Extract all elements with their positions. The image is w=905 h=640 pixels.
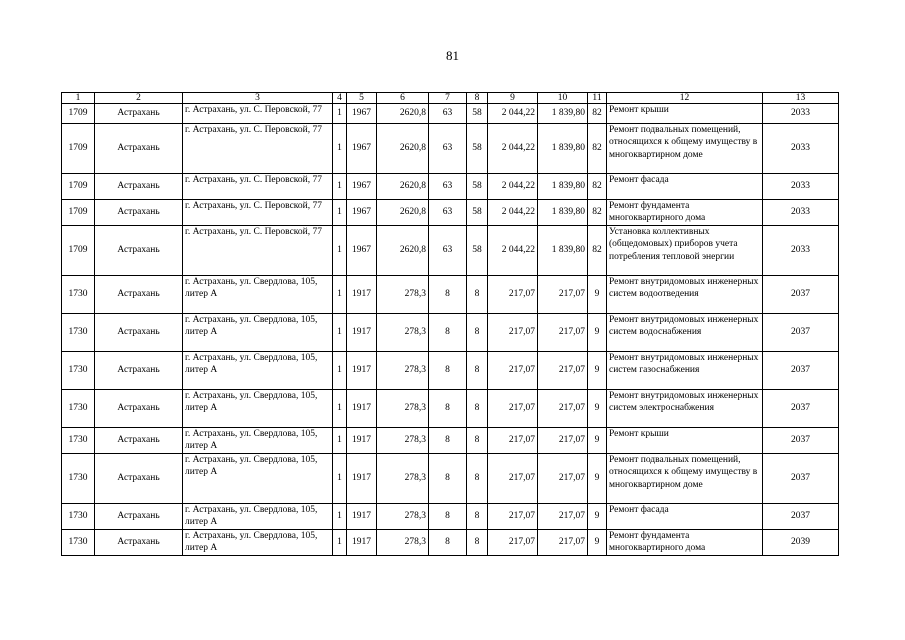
cell-col10: 217,07 [538, 276, 588, 314]
cell-plan-year: 2033 [763, 104, 839, 124]
table-row [62, 352, 839, 390]
cell-col9: 2 044,22 [488, 124, 538, 174]
cell-city: Астрахань [95, 200, 183, 226]
column-header: 4 [333, 93, 347, 104]
cell-city: Астрахань [95, 504, 183, 530]
cell-col7: 63 [429, 124, 467, 174]
cell-area: 2620,8 [377, 226, 429, 276]
cell-col11: 82 [588, 124, 607, 174]
cell-col10: 217,07 [538, 352, 588, 390]
cell-area: 2620,8 [377, 200, 429, 226]
cell-year: 1917 [347, 504, 377, 530]
column-header: 7 [429, 93, 467, 104]
cell-col4: 1 [333, 124, 347, 174]
cell-col10: 217,07 [538, 314, 588, 352]
table-row [62, 504, 839, 530]
cell-year: 1967 [347, 174, 377, 200]
cell-col4: 1 [333, 200, 347, 226]
cell-year: 1917 [347, 314, 377, 352]
cell-col11: 9 [588, 276, 607, 314]
cell-year: 1967 [347, 124, 377, 174]
cell-area: 278,3 [377, 504, 429, 530]
cell-col8: 58 [467, 124, 488, 174]
cell-col8: 8 [467, 276, 488, 314]
cell-col7: 8 [429, 530, 467, 556]
cell-work: Установка коллективных (общедомовых) приборов учета потребления тепловой энергии [607, 226, 763, 276]
cell-year: 1917 [347, 428, 377, 454]
cell-col9: 217,07 [488, 314, 538, 352]
cell-year: 1917 [347, 390, 377, 428]
cell-city: Астрахань [95, 352, 183, 390]
cell-col11: 9 [588, 390, 607, 428]
cell-city: Астрахань [95, 530, 183, 556]
cell-area: 278,3 [377, 454, 429, 504]
cell-work: Ремонт внутридомовых инженерных систем водоснабжения [607, 314, 763, 352]
cell-col10: 1 839,80 [538, 124, 588, 174]
cell-plan-year: 2033 [763, 200, 839, 226]
cell-id: 1730 [62, 454, 95, 504]
cell-col10: 1 839,80 [538, 104, 588, 124]
cell-plan-year: 2033 [763, 226, 839, 276]
cell-col11: 9 [588, 530, 607, 556]
table-body [62, 93, 839, 556]
cell-col11: 9 [588, 428, 607, 454]
cell-col7: 8 [429, 390, 467, 428]
cell-col8: 58 [467, 174, 488, 200]
cell-id: 1730 [62, 428, 95, 454]
cell-id: 1730 [62, 314, 95, 352]
cell-col9: 217,07 [488, 530, 538, 556]
cell-col11: 82 [588, 174, 607, 200]
cell-col9: 217,07 [488, 390, 538, 428]
cell-col11: 82 [588, 200, 607, 226]
cell-col10: 1 839,80 [538, 226, 588, 276]
column-header: 12 [607, 93, 763, 104]
cell-work: Ремонт фасада [607, 174, 763, 200]
cell-col4: 1 [333, 428, 347, 454]
cell-year: 1967 [347, 200, 377, 226]
column-header: 11 [588, 93, 607, 104]
table-row [62, 454, 839, 504]
cell-year: 1967 [347, 226, 377, 276]
cell-area: 278,3 [377, 276, 429, 314]
cell-id: 1709 [62, 200, 95, 226]
cell-col11: 9 [588, 314, 607, 352]
cell-col10: 217,07 [538, 454, 588, 504]
cell-id: 1730 [62, 390, 95, 428]
cell-work: Ремонт фундамента многоквартирного дома [607, 530, 763, 556]
cell-col7: 63 [429, 174, 467, 200]
column-header: 10 [538, 93, 588, 104]
cell-address: г. Астрахань, ул. Свердлова, 105, литер А [183, 504, 333, 530]
cell-city: Астрахань [95, 226, 183, 276]
cell-id: 1709 [62, 104, 95, 124]
cell-area: 278,3 [377, 390, 429, 428]
column-header: 13 [763, 93, 839, 104]
table-row [62, 200, 839, 226]
cell-col10: 217,07 [538, 530, 588, 556]
cell-col4: 1 [333, 276, 347, 314]
cell-col9: 217,07 [488, 352, 538, 390]
cell-year: 1917 [347, 530, 377, 556]
capital-repair-table [61, 92, 839, 556]
cell-col8: 8 [467, 314, 488, 352]
column-header: 1 [62, 93, 95, 104]
cell-id: 1709 [62, 226, 95, 276]
cell-col9: 2 044,22 [488, 104, 538, 124]
cell-work: Ремонт подвальных помещений, относящихся к общему имуществу в многоквартирном доме [607, 454, 763, 504]
cell-work: Ремонт фасада [607, 504, 763, 530]
column-header: 5 [347, 93, 377, 104]
cell-col4: 1 [333, 104, 347, 124]
cell-work: Ремонт крыши [607, 104, 763, 124]
cell-col7: 63 [429, 226, 467, 276]
cell-col8: 8 [467, 454, 488, 504]
cell-col4: 1 [333, 390, 347, 428]
cell-address: г. Астрахань, ул. Свердлова, 105, литер А [183, 530, 333, 556]
cell-address: г. Астрахань, ул. С. Перовской, 77 [183, 104, 333, 124]
cell-col9: 217,07 [488, 504, 538, 530]
cell-col8: 58 [467, 226, 488, 276]
cell-address: г. Астрахань, ул. С. Перовской, 77 [183, 124, 333, 174]
table-row [62, 104, 839, 124]
cell-col7: 8 [429, 454, 467, 504]
cell-address: г. Астрахань, ул. Свердлова, 105, литер А [183, 276, 333, 314]
cell-area: 2620,8 [377, 124, 429, 174]
cell-plan-year: 2037 [763, 352, 839, 390]
cell-address: г. Астрахань, ул. С. Перовской, 77 [183, 200, 333, 226]
cell-col7: 63 [429, 200, 467, 226]
table-row [62, 530, 839, 556]
cell-col8: 58 [467, 200, 488, 226]
cell-work: Ремонт внутридомовых инженерных систем газоснабжения [607, 352, 763, 390]
cell-col11: 9 [588, 352, 607, 390]
cell-year: 1917 [347, 454, 377, 504]
cell-plan-year: 2037 [763, 454, 839, 504]
cell-col4: 1 [333, 174, 347, 200]
cell-plan-year: 2037 [763, 276, 839, 314]
cell-col10: 1 839,80 [538, 174, 588, 200]
cell-year: 1917 [347, 352, 377, 390]
table-row [62, 390, 839, 428]
column-header: 3 [183, 93, 333, 104]
table-row [62, 428, 839, 454]
cell-col8: 8 [467, 428, 488, 454]
cell-city: Астрахань [95, 276, 183, 314]
cell-col8: 8 [467, 390, 488, 428]
cell-city: Астрахань [95, 390, 183, 428]
cell-col4: 1 [333, 314, 347, 352]
cell-area: 278,3 [377, 428, 429, 454]
cell-col10: 217,07 [538, 504, 588, 530]
cell-col7: 8 [429, 352, 467, 390]
cell-plan-year: 2033 [763, 174, 839, 200]
cell-id: 1730 [62, 530, 95, 556]
cell-work: Ремонт фундамента многоквартирного дома [607, 200, 763, 226]
cell-col9: 217,07 [488, 276, 538, 314]
cell-address: г. Астрахань, ул. Свердлова, 105, литер А [183, 390, 333, 428]
table-row [62, 314, 839, 352]
cell-col8: 58 [467, 104, 488, 124]
cell-area: 278,3 [377, 530, 429, 556]
cell-col8: 8 [467, 530, 488, 556]
cell-id: 1709 [62, 174, 95, 200]
cell-city: Астрахань [95, 454, 183, 504]
cell-col10: 1 839,80 [538, 200, 588, 226]
cell-plan-year: 2037 [763, 428, 839, 454]
cell-col7: 8 [429, 428, 467, 454]
cell-work: Ремонт крыши [607, 428, 763, 454]
cell-col7: 63 [429, 104, 467, 124]
cell-address: г. Астрахань, ул. С. Перовской, 77 [183, 226, 333, 276]
cell-col9: 2 044,22 [488, 174, 538, 200]
cell-col11: 9 [588, 454, 607, 504]
cell-city: Астрахань [95, 314, 183, 352]
cell-year: 1967 [347, 104, 377, 124]
cell-city: Астрахань [95, 428, 183, 454]
cell-col8: 8 [467, 504, 488, 530]
column-header: 2 [95, 93, 183, 104]
cell-city: Астрахань [95, 104, 183, 124]
table-row [62, 124, 839, 174]
table-row [62, 276, 839, 314]
cell-plan-year: 2037 [763, 314, 839, 352]
cell-col9: 217,07 [488, 428, 538, 454]
cell-col8: 8 [467, 352, 488, 390]
table-row [62, 174, 839, 200]
cell-address: г. Астрахань, ул. С. Перовской, 77 [183, 174, 333, 200]
cell-col4: 1 [333, 226, 347, 276]
cell-work: Ремонт внутридомовых инженерных систем водоотведения [607, 276, 763, 314]
cell-col11: 82 [588, 226, 607, 276]
cell-id: 1730 [62, 276, 95, 314]
cell-id: 1730 [62, 504, 95, 530]
cell-year: 1917 [347, 276, 377, 314]
table-row [62, 226, 839, 276]
cell-col9: 2 044,22 [488, 226, 538, 276]
cell-area: 278,3 [377, 314, 429, 352]
cell-col4: 1 [333, 504, 347, 530]
cell-col9: 217,07 [488, 454, 538, 504]
cell-col10: 217,07 [538, 390, 588, 428]
column-header: 6 [377, 93, 429, 104]
cell-city: Астрахань [95, 174, 183, 200]
cell-col7: 8 [429, 504, 467, 530]
page-number: 81 [446, 48, 459, 63]
cell-id: 1709 [62, 124, 95, 174]
cell-col7: 8 [429, 314, 467, 352]
cell-area: 2620,8 [377, 104, 429, 124]
cell-col7: 8 [429, 276, 467, 314]
cell-plan-year: 2039 [763, 530, 839, 556]
cell-address: г. Астрахань, ул. Свердлова, 105, литер А [183, 454, 333, 504]
cell-plan-year: 2037 [763, 390, 839, 428]
cell-col11: 9 [588, 504, 607, 530]
cell-work: Ремонт подвальных помещений, относящихся к общему имуществу в многоквартирном доме [607, 124, 763, 174]
column-number-row [62, 93, 839, 104]
cell-plan-year: 2037 [763, 504, 839, 530]
cell-plan-year: 2033 [763, 124, 839, 174]
cell-col9: 2 044,22 [488, 200, 538, 226]
cell-col4: 1 [333, 454, 347, 504]
cell-col10: 217,07 [538, 428, 588, 454]
cell-area: 278,3 [377, 352, 429, 390]
cell-address: г. Астрахань, ул. Свердлова, 105, литер А [183, 428, 333, 454]
cell-col4: 1 [333, 352, 347, 390]
column-header: 8 [467, 93, 488, 104]
cell-address: г. Астрахань, ул. Свердлова, 105, литер А [183, 352, 333, 390]
cell-area: 2620,8 [377, 174, 429, 200]
cell-work: Ремонт внутридомовых инженерных систем электроснабжения [607, 390, 763, 428]
cell-city: Астрахань [95, 124, 183, 174]
cell-col11: 82 [588, 104, 607, 124]
cell-col4: 1 [333, 530, 347, 556]
cell-id: 1730 [62, 352, 95, 390]
column-header: 9 [488, 93, 538, 104]
cell-address: г. Астрахань, ул. Свердлова, 105, литер А [183, 314, 333, 352]
